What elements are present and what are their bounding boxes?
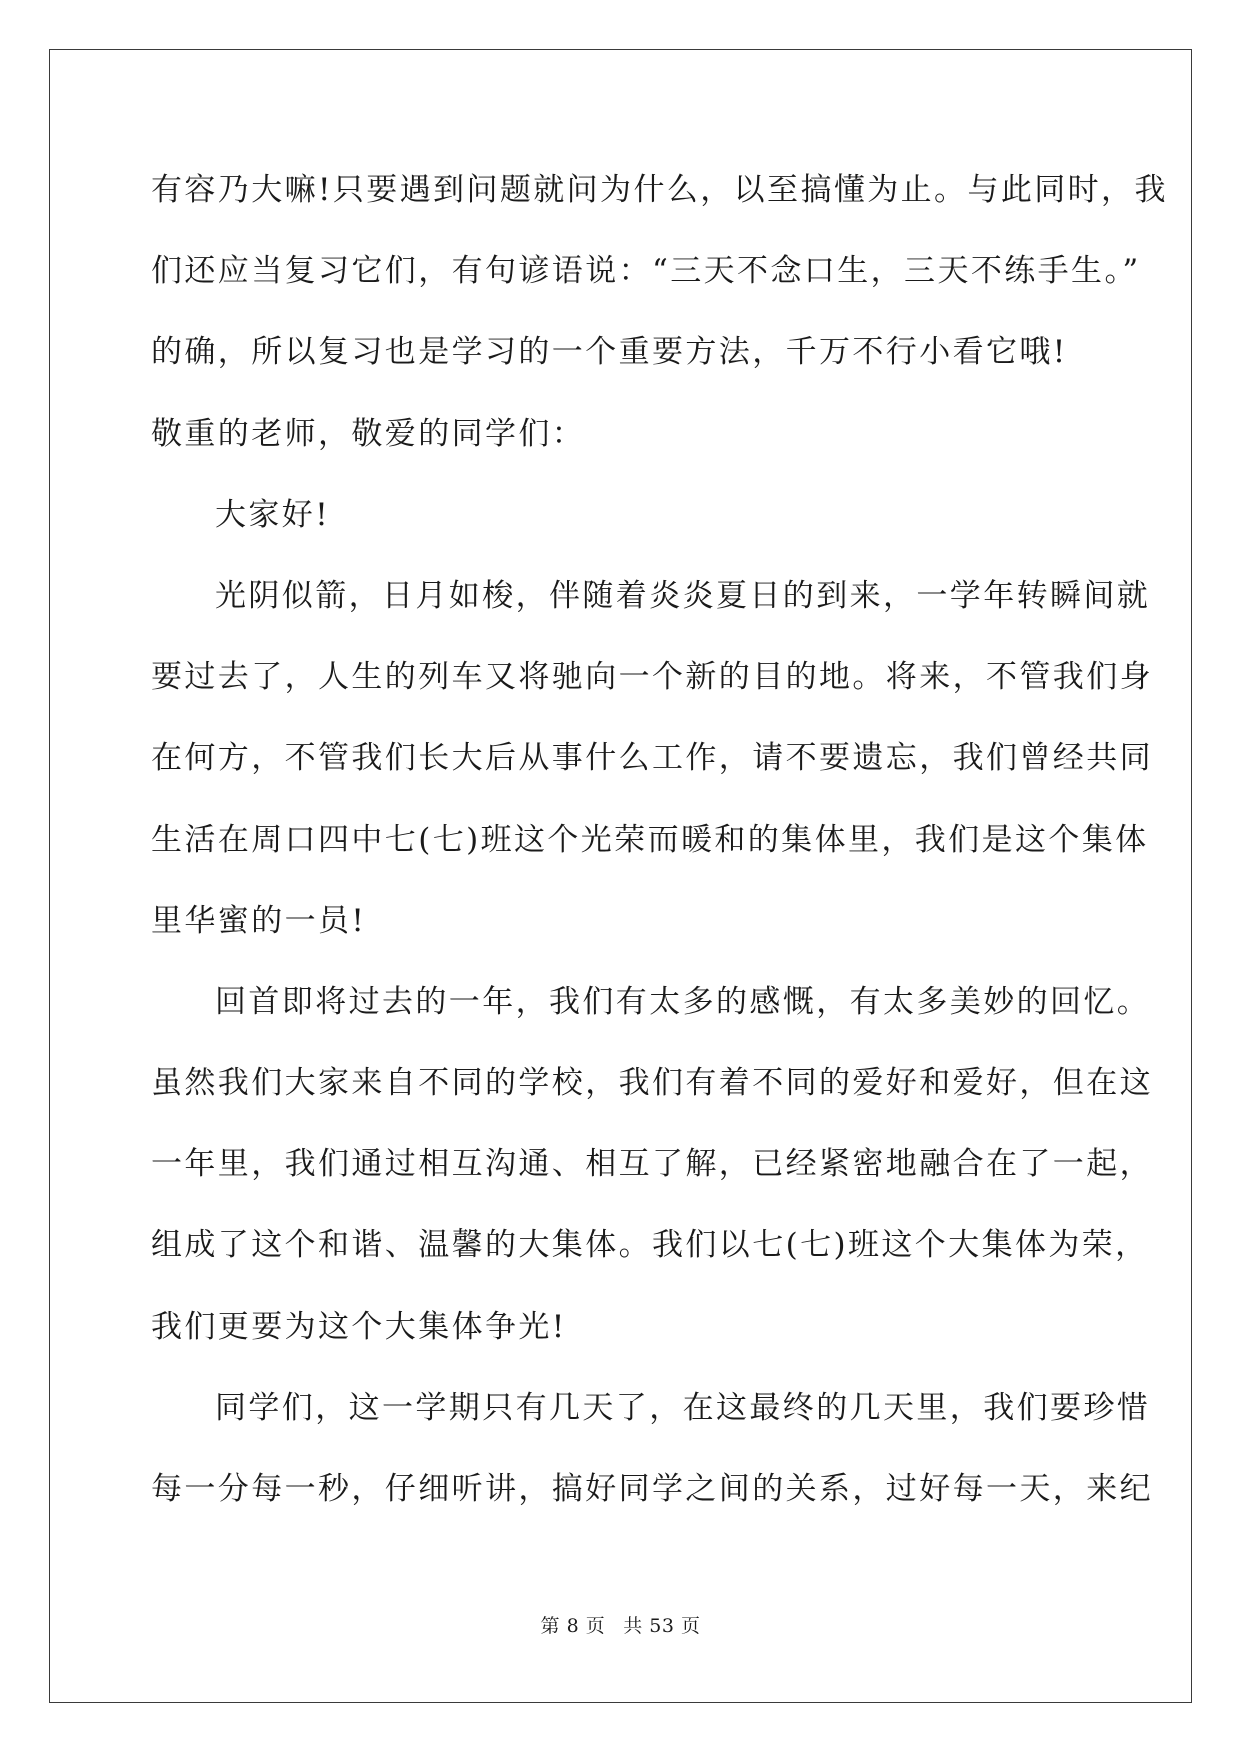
text-line: 虽然我们大家来自不同的学校，我们有着不同的爱好和爱好，但在这	[151, 1065, 1153, 1102]
paragraph-start: 回首即将过去的一年，我们有太多的感慨，有太多美妙的回忆。	[215, 983, 1151, 1020]
text-line: 生活在周口四中七(七)班这个光荣而暖和的集体里，我们是这个集体	[151, 821, 1149, 858]
text-line: 在何方，不管我们长大后从事什么工作，请不要遗忘，我们曾经共同	[151, 740, 1153, 777]
text-line: 要过去了，人生的列车又将驰向一个新的目的地。将来，不管我们身	[151, 659, 1153, 696]
greeting: 大家好!	[215, 496, 331, 533]
text-line: 里华蜜的一员!	[151, 902, 367, 939]
page-number: 第 8 页	[540, 1615, 606, 1637]
document-body	[151, 166, 1168, 1546]
page-footer	[0, 1611, 1241, 1638]
text-line: 们还应当复习它们，有句谚语说：“三天不念口生，三天不练手生。”	[151, 253, 1141, 290]
paragraph-start: 同学们，这一学期只有几天了，在这最终的几天里，我们要珍惜	[215, 1389, 1151, 1426]
text-line: 一年里，我们通过相互沟通、相互了解，已经紧密地融合在了一起，	[151, 1146, 1153, 1183]
text-line: 有容乃大嘛!只要遇到问题就问为什么，以至搞懂为止。与此同时，我	[151, 172, 1168, 208]
paragraph-start: 光阴似箭，日月如梭，伴随着炎炎夏日的到来，一学年转瞬间就	[215, 577, 1151, 614]
text-line: 每一分每一秒，仔细听讲，搞好同学之间的关系，过好每一天，来纪	[151, 1471, 1153, 1507]
page-total: 共 53 页	[623, 1615, 701, 1637]
text-line: 我们更要为这个大集体争光!	[151, 1308, 567, 1345]
text-line: 的确，所以复习也是学习的一个重要方法，千万不行小看它哦!	[151, 334, 1068, 371]
text-line: 组成了这个和谐、温馨的大集体。我们以七(七)班这个大集体为荣，	[151, 1227, 1149, 1264]
salutation: 敬重的老师，敬爱的同学们：	[151, 415, 586, 452]
